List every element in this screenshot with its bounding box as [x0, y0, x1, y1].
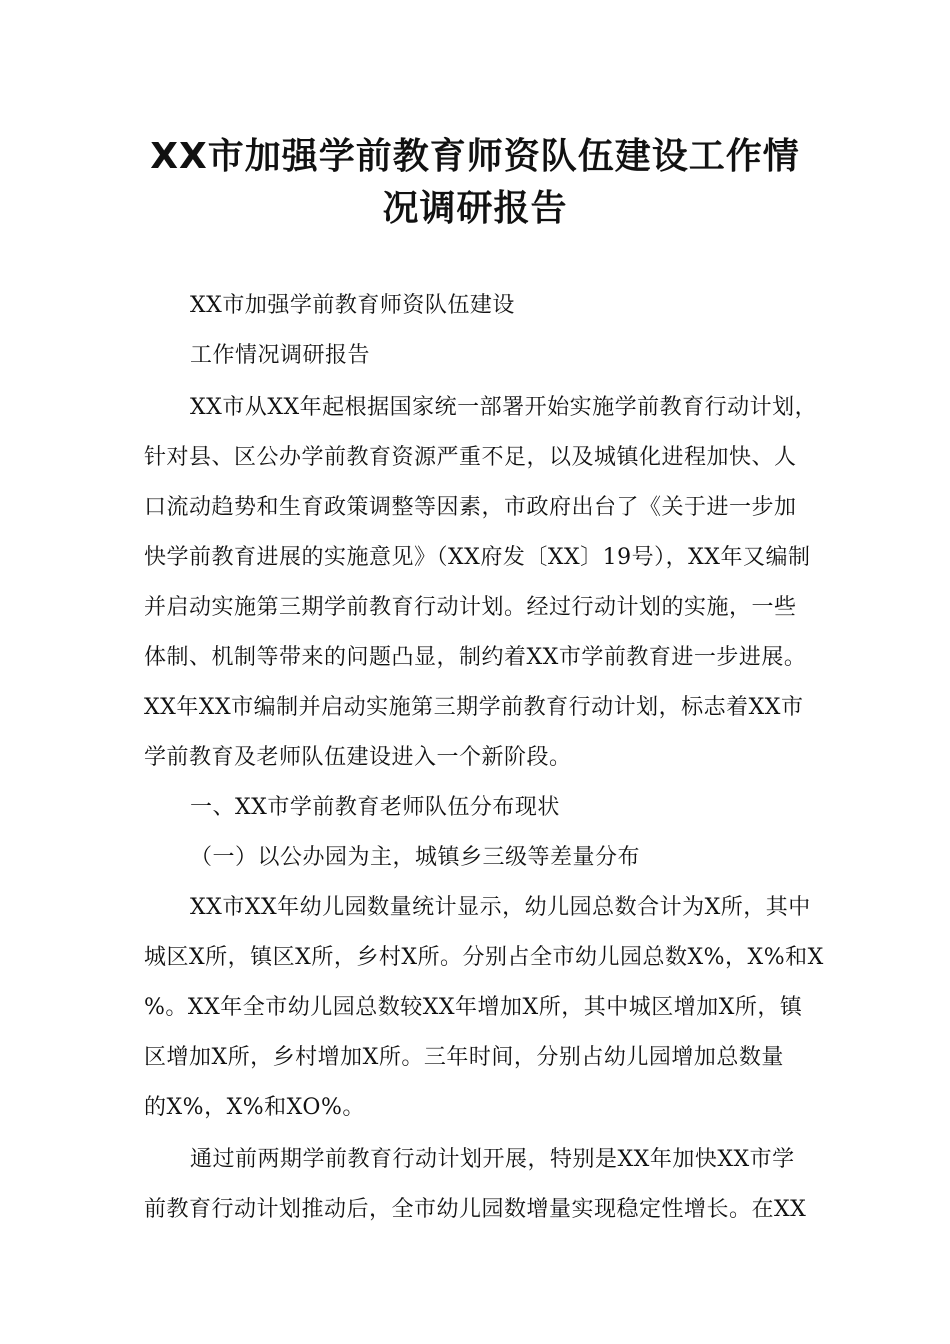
section-heading: 一、XX市学前教育老师队伍分布现状 — [190, 795, 560, 820]
paragraph-line: 快学前教育进展的实施意见》（XX府发〔XX〕19号），XX年又编制 — [144, 545, 811, 570]
paragraph-line: 口流动趋势和生育政策调整等因素，市政府出台了《关于进一步加 — [144, 495, 797, 520]
paragraph-line: 区增加X所，乡村增加X所。三年时间，分别占幼儿园增加总数量 — [144, 1045, 784, 1070]
document-title-line-1: XX市加强学前教育师资队伍建设工作情 — [150, 136, 800, 177]
paragraph-line: 针对县、区公办学前教育资源严重不足，以及城镇化进程加快、人 — [144, 445, 797, 470]
paragraph-line: 学前教育及老师队伍建设进入一个新阶段。 — [144, 745, 572, 770]
paragraph-line: XX市XX年幼儿园数量统计显示，幼儿园总数合计为X所，其中 — [190, 895, 811, 920]
paragraph-line: 体制、机制等带来的问题凸显，制约着XX市学前教育进一步进展。 — [144, 645, 807, 670]
paragraph-line: XX市从XX年起根据国家统一部署开始实施学前教育行动计划， — [190, 395, 818, 420]
paragraph-line: %。XX年全市幼儿园总数较XX年增加X所，其中城区增加X所，镇 — [144, 995, 803, 1020]
document-title-line-2: 况调研报告 — [382, 188, 568, 229]
paragraph-line: 的X%，X%和XO%。 — [144, 1095, 365, 1120]
paragraph-line: XX年XX市编制并启动实施第三期学前教育行动计划，标志着XX市 — [144, 695, 804, 720]
paragraph-line: 前教育行动计划推动后，全市幼儿园数增量实现稳定性增长。在XX — [144, 1197, 807, 1222]
paragraph-line: 并启动实施第三期学前教育行动计划。经过行动计划的实施，一些 — [144, 595, 797, 620]
paragraph-line: 通过前两期学前教育行动计划开展，特别是XX年加快XX市学 — [190, 1147, 795, 1172]
subtitle-line-2: 工作情况调研报告 — [190, 343, 371, 368]
paragraph-line: 城区X所，镇区X所，乡村X所。分别占全市幼儿园总数X%，X%和X — [144, 945, 824, 970]
subtitle-line-1: XX市加强学前教育师资队伍建设 — [190, 293, 515, 318]
subsection-heading: （一）以公办园为主，城镇乡三级等差量分布 — [190, 845, 641, 870]
